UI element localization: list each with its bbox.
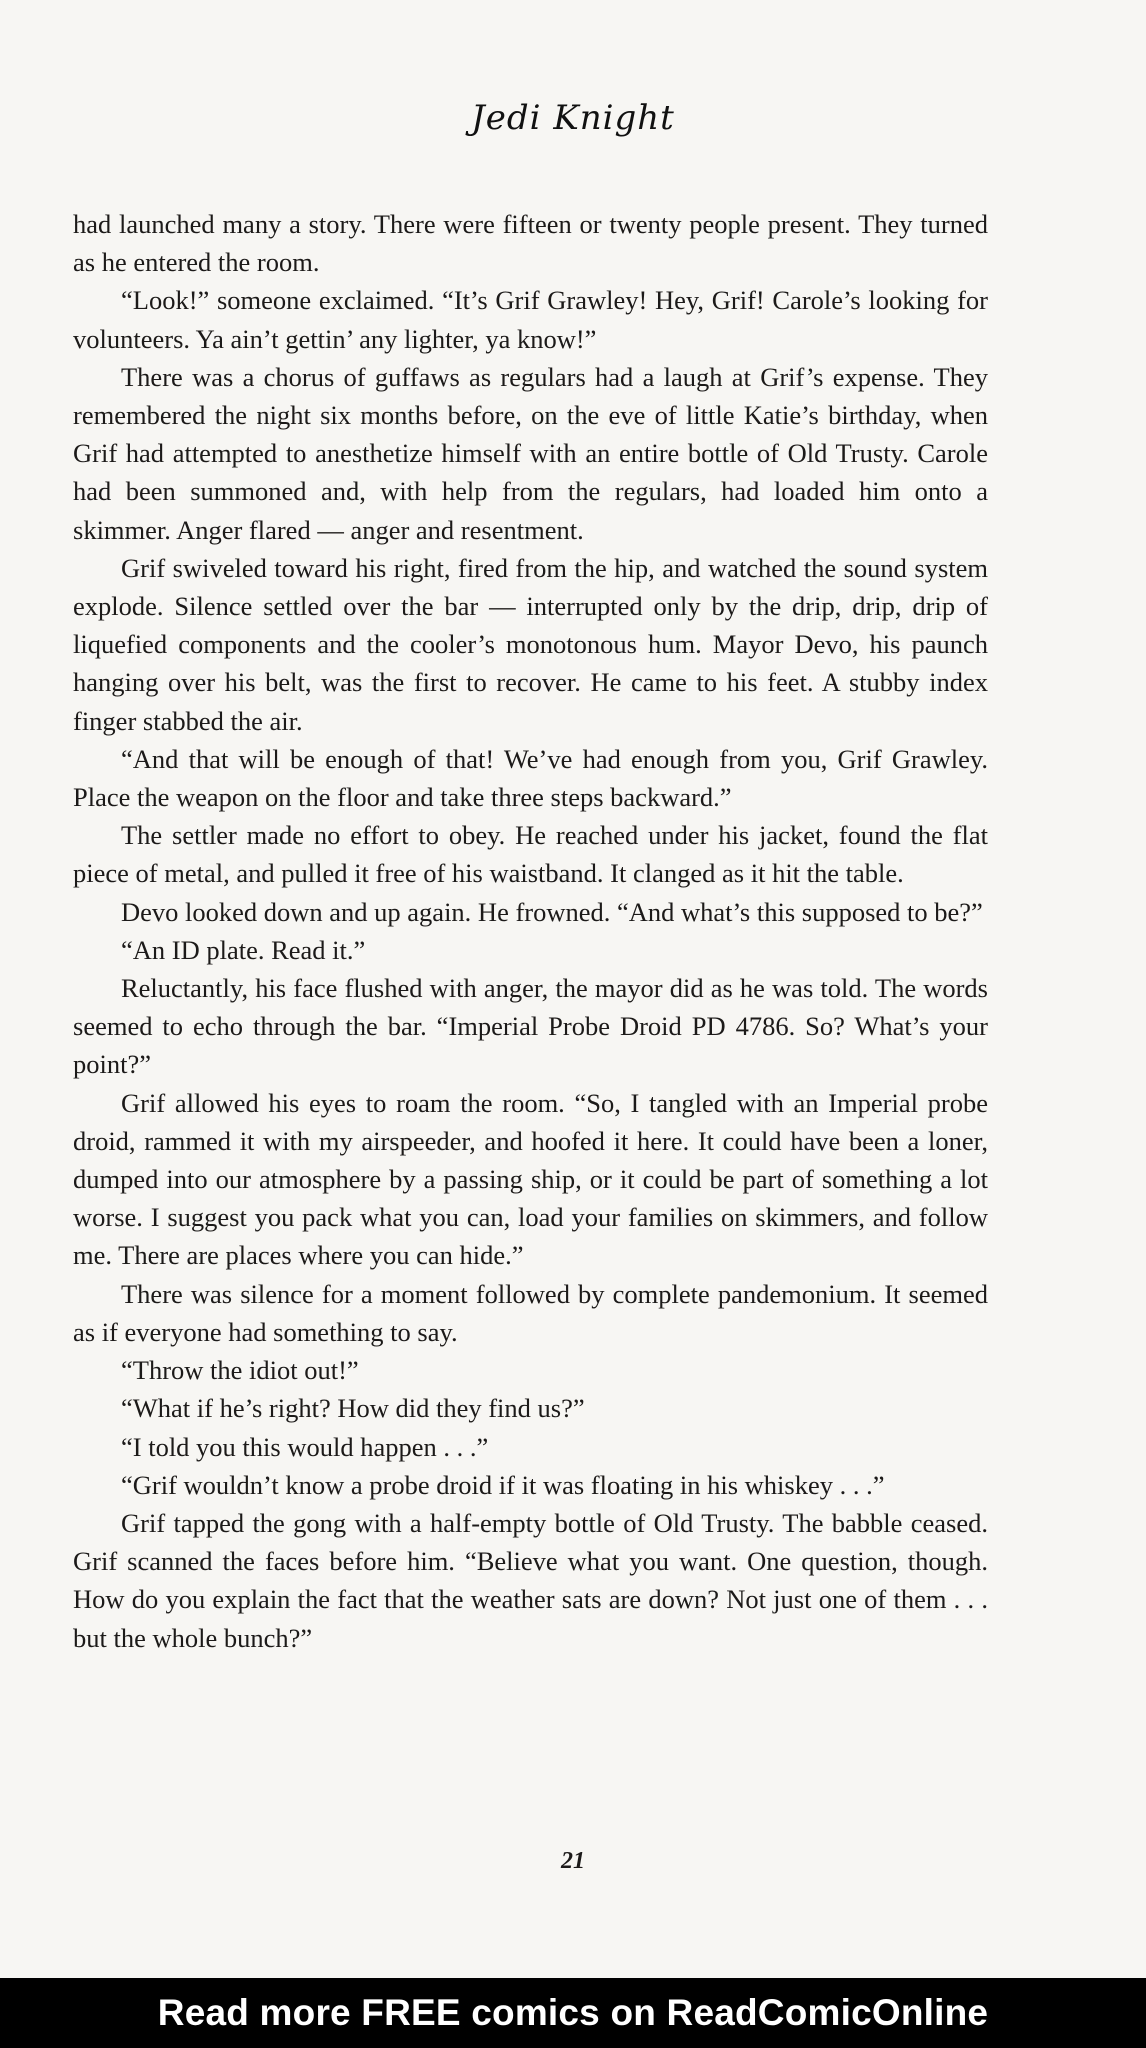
- paragraph: The settler made no effort to obey. He reached under his jacket, found the flat piece of metal, and pulled it free of his waistband. It clanged as it hit the table.: [73, 820, 988, 889]
- promo-banner[interactable]: [0, 1978, 1146, 2048]
- paragraph: “I told you this would happen . . .”: [121, 1431, 489, 1462]
- paragraph: Grif swiveled toward his right, fired from the hip, and watched the sound system explode. Silence settled over the bar — interrupted only by the drip, drip, drip of liquefied components and the cooler’s monotonous hum. Mayor Devo, his paunch hanging over his belt, was the first to recover. He came to his feet. A stubby index finger stabbed the air.: [73, 552, 988, 736]
- paragraph: “What if he’s right? How did they find us?”: [121, 1393, 585, 1424]
- paragraph: There was silence for a moment followed by complete pandemonium. It seemed as if everyone had something to say.: [73, 1278, 988, 1347]
- running-head: Jedi Knight: [471, 98, 675, 138]
- promo-banner-link[interactable]: Read more FREE comics on ReadComicOnline: [157, 1992, 989, 2033]
- paragraph: Grif allowed his eyes to roam the room. “So, I tangled with an Imperial probe droid, rammed it with my airspeeder, and hoofed it here. It could have been a loner, dumped into our atmosphere by a passing ship, or it could be part of something a lot worse. I suggest you pack what you can, load your families on skimmers, and follow me. There are places where you can hide.”: [73, 1087, 988, 1271]
- page-number: 21: [561, 1848, 585, 1874]
- paragraph: Reluctantly, his face flushed with anger, the mayor did as he was told. The words seemed to echo through the bar. “Imperial Probe Droid PD 4786. So? What’s your point?”: [73, 973, 988, 1080]
- paragraph: had launched many a story. There were fifteen or twenty people present. They turned as he entered the room.: [73, 209, 988, 278]
- paragraph: “And that will be enough of that! We’ve had enough from you, Grif Grawley. Place the weapon on the floor and take three steps backward.”: [73, 743, 988, 813]
- paragraph: “Grif wouldn’t know a probe droid if it was floating in his whiskey . . .”: [121, 1469, 885, 1500]
- paragraph: Grif tapped the gong with a half-empty bottle of Old Trusty. The babble ceased. Grif scanned the faces before him. “Believe what you want. One question, though. How do you explain the fact that the weather sats are down? Not just one of them . . . but the whole bunch?”: [73, 1507, 988, 1653]
- body-text: [73, 205, 988, 1657]
- paragraph: “Throw the idiot out!”: [121, 1355, 359, 1386]
- paragraph: “Look!” someone exclaimed. “It’s Grif Grawley! Hey, Grif! Carole’s looking for volunteers. Ya ain’t gettin’ any lighter, ya know!”: [73, 285, 988, 354]
- paragraph: “An ID plate. Read it.”: [121, 934, 366, 965]
- paragraph: There was a chorus of guffaws as regulars had a laugh at Grif’s expense. They remembered the night six months before, on the eve of little Katie’s birthday, when Grif had attempted to anesthetize himself with an entire bottle of Old Trusty. Carole had been summoned and, with help from the regulars, had loaded him onto a skimmer. Anger flared — anger and resentment.: [73, 361, 988, 545]
- paragraph: Devo looked down and up again. He frowned. “And what’s this supposed to be?”: [121, 896, 983, 927]
